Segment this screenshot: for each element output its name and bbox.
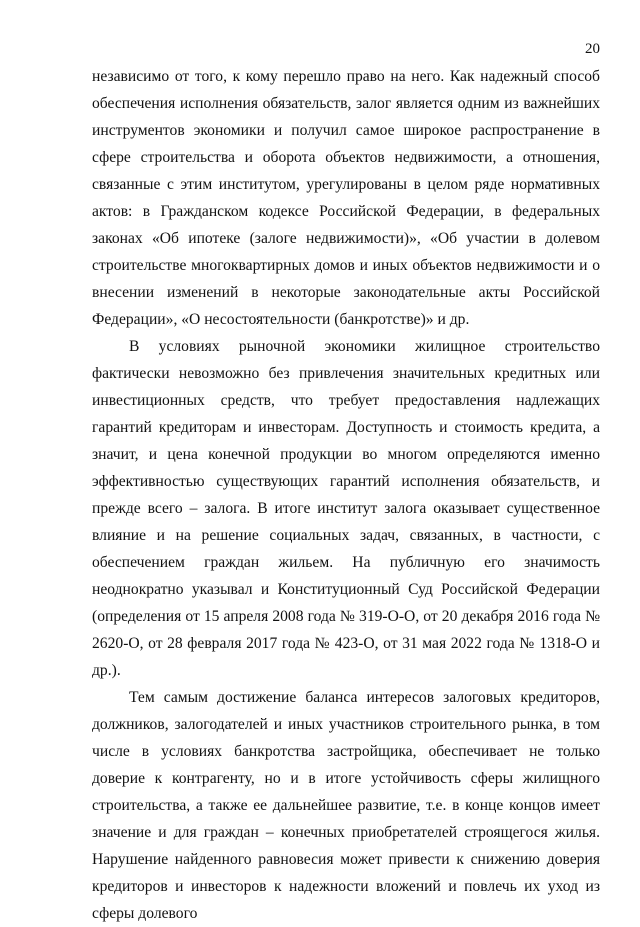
paragraph-2: В условиях рыночной экономики жилищное строительство фактически невозможно без привлечения значительных кредитных или инвестиционных средств, что требует предоставления надлежащих гарантий кредиторам и инвесторам. Доступность и стоимость кредита, а значит, и цена конечной продукции во многом определяются именно эффективностью существующих гарантий исполнения обязательств, и прежде всего – залога. В итоге институт залога оказывает существенное влияние и на решение социальных задач, связанных, в частности, с обеспечением граждан жильем. На публичную его значимость неоднократно указывал и Конституционный Суд Российской Федерации (определения от 15 апреля 2008 года № 319-О-О, от 20 декабря 2016 года № 2620-О, от 28 февраля 2017 года № 423-О, от 31 мая 2022 года № 1318-О и др.). bbox=[92, 338, 600, 679]
text-body bbox=[92, 63, 600, 927]
page-number: 20 bbox=[585, 41, 600, 57]
paragraph-continuation: независимо от того, к кому перешло право на него. Как надежный способ обеспечения исполнения обязательств, залог является одним из важнейших инструментов экономики и получил самое широкое распространение в сфере строительства и оборота объектов недвижимости, а отношения, связанные с этим институтом, урегулированы в целом ряде нормативных актов: в Гражданском кодексе Российской Федерации, в федеральных законах «Об ипотеке (залоге недвижимости)», «Об участии в долевом строительстве многоквартирных домов и иных объектов недвижимости и о внесении изменений в некоторые законодательные акты Российской Федерации», «О несостоятельности (банкротстве)» и др. bbox=[92, 68, 600, 328]
paragraph-3: Тем самым достижение баланса интересов залоговых кредиторов, должников, залогодателей и иных участников строительного рынка, в том числе в условиях банкротства застройщика, обеспечивает не только доверие к контрагенту, но и в итоге устойчивость сферы жилищного строительства, а также ее дальнейшее развитие, т.е. в конце концов имеет значение и для граждан – конечных приобретателей строящегося жилья. Нарушение найденного равновесия может привести к снижению доверия кредиторов и инвесторов к надежности вложений и повлечь их уход из сферы долевого bbox=[92, 689, 600, 922]
